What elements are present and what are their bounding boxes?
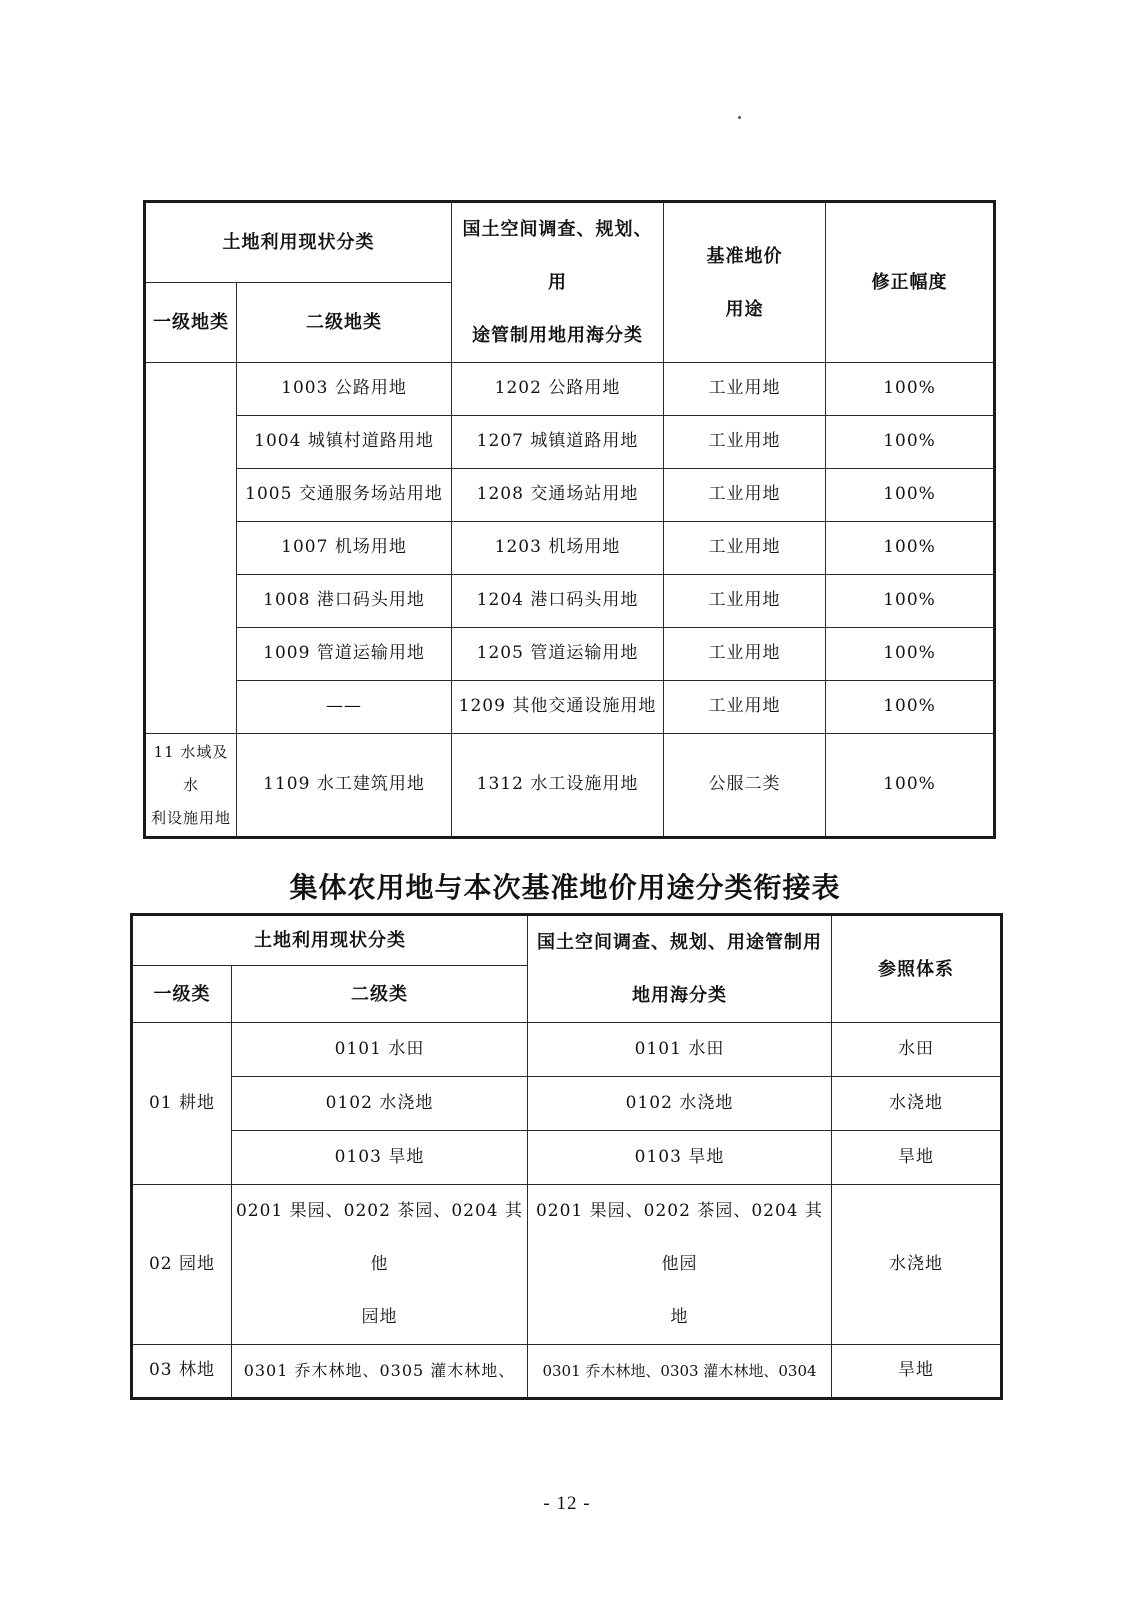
header-level2-category: 二级地类 xyxy=(237,282,452,363)
level2-cell: 0102 水浇地 xyxy=(232,1077,528,1131)
planning-cell: 0102 水浇地 xyxy=(528,1077,832,1131)
table-row xyxy=(132,1345,1002,1399)
usage-cell: 工业用地 xyxy=(664,522,826,575)
table-row xyxy=(132,1023,1002,1077)
planning-cell: 0101 水田 xyxy=(528,1023,832,1077)
table-row xyxy=(132,1077,1002,1131)
scan-speck xyxy=(738,116,741,119)
usage-cell: 工业用地 xyxy=(664,681,826,734)
reference-cell: 旱地 xyxy=(832,1345,1002,1399)
adjustment-cell: 100% xyxy=(826,681,995,734)
usage-cell: 工业用地 xyxy=(664,469,826,522)
level2-cell: 1109 水工建筑用地 xyxy=(237,734,452,838)
level2-cell: 0101 水田 xyxy=(232,1023,528,1077)
reference-cell: 水浇地 xyxy=(832,1077,1002,1131)
table-row xyxy=(145,734,995,838)
header-adjustment-range: 修正幅度 xyxy=(826,202,995,363)
adjustment-cell: 100% xyxy=(826,734,995,838)
table-row xyxy=(145,681,995,734)
adjustment-cell: 100% xyxy=(826,416,995,469)
planning-cell: 1209 其他交通设施用地 xyxy=(452,681,664,734)
transport-land-table xyxy=(143,200,996,839)
table-row xyxy=(145,522,995,575)
level1-cell: 03 林地 xyxy=(132,1345,232,1399)
level2-cell: 0103 旱地 xyxy=(232,1131,528,1185)
planning-cell: 1312 水工设施用地 xyxy=(452,734,664,838)
level2-cell: 1008 港口码头用地 xyxy=(237,575,452,628)
adjustment-cell: 100% xyxy=(826,522,995,575)
level1-cell: 02 园地 xyxy=(132,1185,232,1345)
planning-cell: 1207 城镇道路用地 xyxy=(452,416,664,469)
page-number: - 12 - xyxy=(543,1493,591,1514)
reference-cell: 水田 xyxy=(832,1023,1002,1077)
planning-cell: 1203 机场用地 xyxy=(452,522,664,575)
planning-cell: 0301 乔木林地、0303 灌木林地、0304 xyxy=(528,1345,832,1399)
level2-cell: 1003 公路用地 xyxy=(237,363,452,416)
adjustment-cell: 100% xyxy=(826,363,995,416)
header-level1-category: 一级类 xyxy=(132,966,232,1023)
usage-cell: 工业用地 xyxy=(664,363,826,416)
adjustment-cell: 100% xyxy=(826,469,995,522)
planning-cell: 0103 旱地 xyxy=(528,1131,832,1185)
planning-cell: 1208 交通场站用地 xyxy=(452,469,664,522)
adjustment-cell: 100% xyxy=(826,575,995,628)
header-level2-category: 二级类 xyxy=(232,966,528,1023)
agricultural-land-table xyxy=(130,913,1003,1400)
level2-cell: —— xyxy=(237,681,452,734)
header-land-use-status: 土地利用现状分类 xyxy=(145,202,452,283)
planning-cell: 1204 港口码头用地 xyxy=(452,575,664,628)
table-row xyxy=(145,363,995,416)
header-planning-classification: 国土空间调查、规划、用 途管制用地用海分类 xyxy=(452,202,664,363)
adjustment-cell: 100% xyxy=(826,628,995,681)
level1-cell-empty xyxy=(145,363,237,734)
header-base-price-usage: 基准地价 用途 xyxy=(664,202,826,363)
level2-cell: 1009 管道运输用地 xyxy=(237,628,452,681)
level2-cell: 0301 乔木林地、0305 灌木林地、 xyxy=(232,1345,528,1399)
table-title: 集体农用地与本次基准地价用途分类衔接表 xyxy=(289,871,841,904)
reference-cell: 旱地 xyxy=(832,1131,1002,1185)
header-planning-classification: 国土空间调查、规划、用途管制用 地用海分类 xyxy=(528,915,832,1023)
table-row xyxy=(132,1185,1002,1345)
table-row xyxy=(145,575,995,628)
level2-cell: 0201 果园、0202 茶园、0204 其他 园地 xyxy=(232,1185,528,1345)
planning-cell: 1202 公路用地 xyxy=(452,363,664,416)
usage-cell: 工业用地 xyxy=(664,416,826,469)
planning-cell: 0201 果园、0202 茶园、0204 其他园 地 xyxy=(528,1185,832,1345)
level1-cell: 11 水域及水 利设施用地 xyxy=(145,734,237,838)
table-row xyxy=(145,416,995,469)
usage-cell: 公服二类 xyxy=(664,734,826,838)
table-row xyxy=(132,1131,1002,1185)
header-level1-category: 一级地类 xyxy=(145,282,237,363)
usage-cell: 工业用地 xyxy=(664,575,826,628)
header-land-use-status: 土地利用现状分类 xyxy=(132,915,528,966)
planning-cell: 1205 管道运输用地 xyxy=(452,628,664,681)
level1-cell: 01 耕地 xyxy=(132,1023,232,1185)
reference-cell: 水浇地 xyxy=(832,1185,1002,1345)
table-row xyxy=(145,628,995,681)
header-reference-system: 参照体系 xyxy=(832,915,1002,1023)
level2-cell: 1004 城镇村道路用地 xyxy=(237,416,452,469)
table-row xyxy=(145,469,995,522)
level2-cell: 1007 机场用地 xyxy=(237,522,452,575)
level2-cell: 1005 交通服务场站用地 xyxy=(237,469,452,522)
usage-cell: 工业用地 xyxy=(664,628,826,681)
